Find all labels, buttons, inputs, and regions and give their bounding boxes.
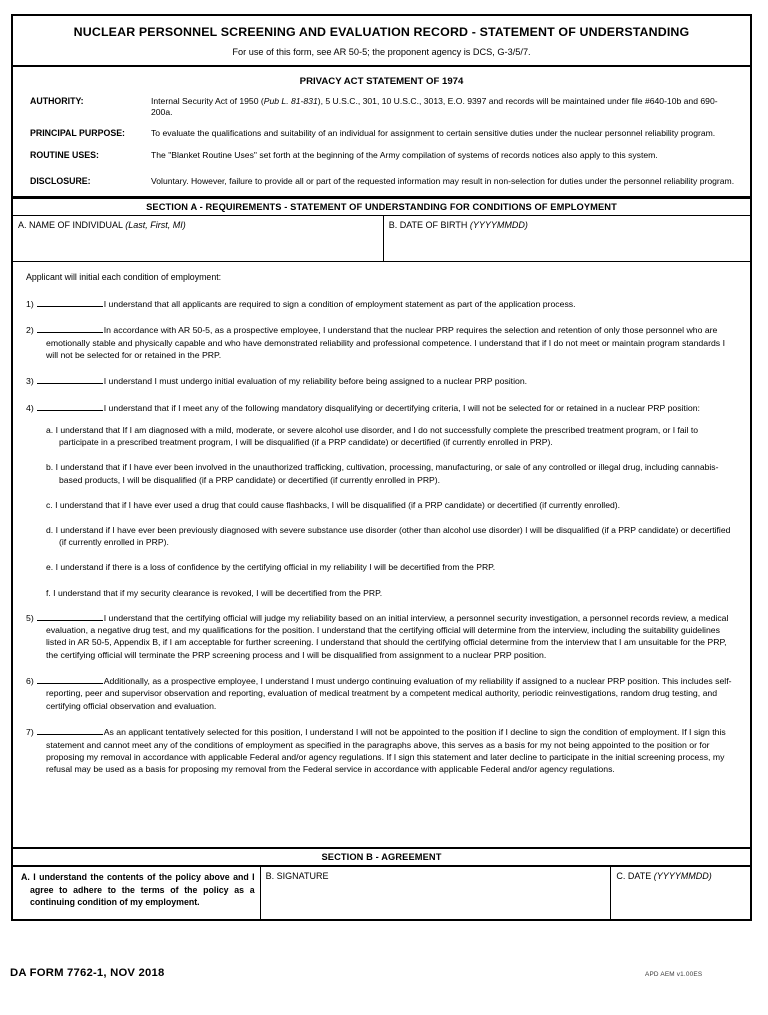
agreement-statement-text: A. I understand the contents of the policy above and I agree to adhere to the terms of the policy as a continuing condition of my employment. [21, 872, 255, 907]
privacy-row-principal-purpose [13, 128, 750, 140]
condition-5-text: I understand that the certifying official will judge my reliability based on an initial interview, a personnel security investigation, a personnel records review, a medical evaluation, a negative drug test, and my qualifications for the position. I understand that the certifying official will determine from the interview, including the suitability guidelines listed in AR 50-5, Appendix B, if I am acceptable for further screening. I understand that should the certifying official determine from the interview that I am unsuitable for the PRP, the certifying official will terminate the PRP screening process and I will be disqualified from assignment to a nuclear PRP position. [46, 612, 729, 660]
initials-blank-2[interactable] [37, 324, 103, 333]
form-number-footer: DA FORM 7762-1, NOV 2018 [10, 967, 165, 979]
date-of-birth-label: B. DATE OF BIRTH [388, 220, 468, 231]
name-of-individual-hint: (Last, First, MI) [125, 220, 186, 231]
subcondition-item-d [46, 524, 737, 548]
condition-item-5 [26, 612, 737, 661]
section-a-header: SECTION A - REQUIREMENTS - STATEMENT OF UNDERSTANDING FOR CONDITIONS OF EMPLOYMENT [13, 198, 750, 216]
name-of-individual-label: A. NAME OF INDIVIDUAL [18, 220, 123, 231]
condition-item-7 [26, 726, 737, 775]
subcondition-item-f [46, 587, 737, 599]
subcondition-item-b [46, 461, 737, 485]
privacy-row-routine-uses [13, 150, 750, 162]
subcondition-b-number: b. [46, 462, 54, 473]
subcondition-d-text: I understand if I have ever been previously diagnosed with severe substance use disorder (other than alcohol use disorder) I will be disqualified (if a PRP candidate) or decertified (if currently enrolled in PRP). [55, 524, 731, 548]
agreement-statement-cell [13, 867, 261, 919]
signature-field[interactable] [261, 867, 612, 919]
initials-blank-1[interactable] [37, 298, 103, 307]
privacy-act-heading: PRIVACY ACT STATEMENT OF 1974 [299, 75, 464, 87]
condition-item-6 [26, 675, 737, 712]
condition-1-text: I understand that all applicants are required to sign a condition of employment statement as part of the application process. [103, 298, 576, 309]
condition-6-number: 6) [26, 676, 34, 687]
condition-item-3 [26, 375, 737, 387]
condition-2-number: 2) [26, 325, 34, 336]
initials-blank-3[interactable] [37, 375, 103, 384]
name-of-individual-field[interactable] [13, 216, 384, 261]
section-b-header: SECTION B - AGREEMENT [13, 847, 750, 866]
identity-field-row [13, 216, 750, 262]
condition-3-text: I understand I must undergo initial evaluation of my reliability before being assigned to a nuclear PRP position. [103, 376, 528, 387]
subcondition-f-text: I understand that if my security clearance is revoked, I will be decertified from the PRP. [53, 587, 383, 598]
subcondition-item-c [46, 499, 737, 511]
date-label: C. DATE [616, 871, 652, 882]
date-hint: (YYYYMMDD) [653, 871, 712, 882]
privacy-text-principal-purpose: To evaluate the qualifications and suitability of an individual for assignment to certain sensitive duties under the nuclear personnel reliability program. [151, 128, 716, 139]
condition-item-2 [26, 324, 737, 361]
condition-item-1 [26, 298, 737, 310]
form-title: NUCLEAR PERSONNEL SCREENING AND EVALUATION RECORD - STATEMENT OF UNDERSTANDING [73, 25, 690, 39]
condition-5-number: 5) [26, 612, 34, 623]
privacy-text-authority [151, 96, 740, 119]
privacy-label-disclosure: DISCLOSURE: [30, 175, 91, 186]
date-of-birth-field[interactable] [384, 216, 750, 261]
privacy-row-disclosure [13, 176, 750, 188]
signature-row [13, 866, 750, 919]
condition-1-number: 1) [26, 298, 34, 309]
subcondition-f-number: f. [46, 587, 51, 598]
privacy-act-block [13, 67, 750, 199]
initials-blank-5[interactable] [37, 612, 103, 621]
authority-text-before: Internal Security Act of 1950 ( [151, 95, 264, 106]
date-field[interactable] [611, 867, 750, 919]
privacy-label-principal-purpose: PRINCIPAL PURPOSE: [30, 128, 125, 139]
condition-6-text: Additionally, as a prospective employee, I understand I must undergo continuing evaluation of my reliability if assigned to a nuclear PRP position. This includes self-reporting, peer and supervisor observation and reporting, evaluation of medical treatment by a competent medical authority, periodic reinvestigations, random drug testing, and certifying official observation and evaluation. [46, 676, 732, 711]
form-page [11, 14, 752, 921]
subcondition-item-e [46, 561, 737, 573]
form-subtitle: For use of this form, see AR 50-5; the proponent agency is DCS, G-3/5/7. [232, 46, 531, 57]
privacy-label-routine-uses: ROUTINE USES: [30, 150, 99, 161]
initials-blank-6[interactable] [37, 675, 103, 684]
authority-text-after: ), 5 U.S.C., 301, 10 U.S.C., 3013, E.O. 9397 and records will be maintained under file #640-10b and 690-200a. [151, 95, 718, 117]
conditions-intro: Applicant will initial each condition of employment: [26, 272, 222, 283]
condition-7-number: 7) [26, 727, 34, 738]
privacy-text-routine-uses: The "Blanket Routine Uses" set forth at the beginning of the Army compilation of systems of records notices also apply to this system. [151, 150, 658, 161]
subcondition-d-number: d. [46, 524, 54, 535]
privacy-row-authority [13, 96, 750, 119]
initials-blank-7[interactable] [37, 726, 103, 735]
subcondition-e-text: I understand if there is a loss of confidence by the certifying official in my reliability I will be decertified from the PRP. [55, 562, 496, 573]
subcondition-c-text: I understand that if I have ever used a drug that could cause flashbacks, I will be disqualified (if a PRP candidate) or decertified (if currently enrolled). [55, 499, 621, 510]
condition-2-text: In accordance with AR 50-5, as a prospective employee, I understand that the nuclear PRP requires the selection and retention of only those personnel who are emotionally stable and physically capable and who have demonstrated reliability and professional competence. I understand that if I do not meet or maintain program standards I will not be selected for or retained in the PRP. [46, 325, 725, 360]
subcondition-a-number: a. [46, 424, 54, 435]
privacy-text-disclosure: Voluntary. However, failure to provide all or part of the requested information may result in non-selection for duties under the personnel reliability program. [151, 175, 735, 186]
condition-item-4 [26, 402, 737, 414]
form-title-block [13, 16, 750, 67]
privacy-label-authority: AUTHORITY: [30, 95, 84, 106]
condition-7-text: As an applicant tentatively selected for this position, I understand I will not be appointed to the position if I decline to sign the condition of employment. If I sign this statement and cannot meet any of the conditions of employment as specified in the paragraphs above, this serves as a basis for my not being appointed to the position or for proposing my removal in accordance with applicable Federal and/or agency regulations. If I sign this statement and later decline to participate in the initial screening process, my refusal may be used as a basis for proposing my removal from the Federal service in accordance with applicable Federal and/or agency regulations. [46, 727, 726, 775]
subcondition-b-text: I understand that if I have ever been involved in the unauthorized trafficking, cultivation, processing, manufacturing, or sale of any controlled or illegal drug, including cannabis-based products, I will be disqualified (if a PRP candidate) or decertified (if currently enrolled in PRP). [55, 462, 719, 485]
apd-version-footer: APD AEM v1.00ES [645, 971, 703, 978]
condition-4-number: 4) [26, 402, 34, 413]
initials-blank-4[interactable] [37, 402, 103, 411]
signature-label: B. SIGNATURE [265, 871, 329, 882]
subcondition-e-number: e. [46, 562, 54, 573]
subcondition-a-text: I understand that If I am diagnosed with a mild, moderate, or severe alcohol use disorder, and I do not successfully complete the prescribed treatment program, or I fail to participate in a prescribed treatment program, I will be disqualified (if a PRP candidate) or decertified (if currently enrolled in PRP). [55, 424, 699, 448]
condition-4-text: I understand that if I meet any of the following mandatory disqualifying or decertifying criteria, I will not be selected for or retained in a nuclear PRP position: [103, 402, 700, 413]
subcondition-item-a [46, 424, 737, 448]
condition-4-sublist [26, 424, 737, 599]
subcondition-c-number: c. [46, 499, 53, 510]
conditions-body [13, 262, 750, 847]
condition-3-number: 3) [26, 376, 34, 387]
authority-citation: Pub L. 81-831 [263, 95, 318, 106]
date-of-birth-hint: (YYYYMMDD) [469, 220, 528, 231]
